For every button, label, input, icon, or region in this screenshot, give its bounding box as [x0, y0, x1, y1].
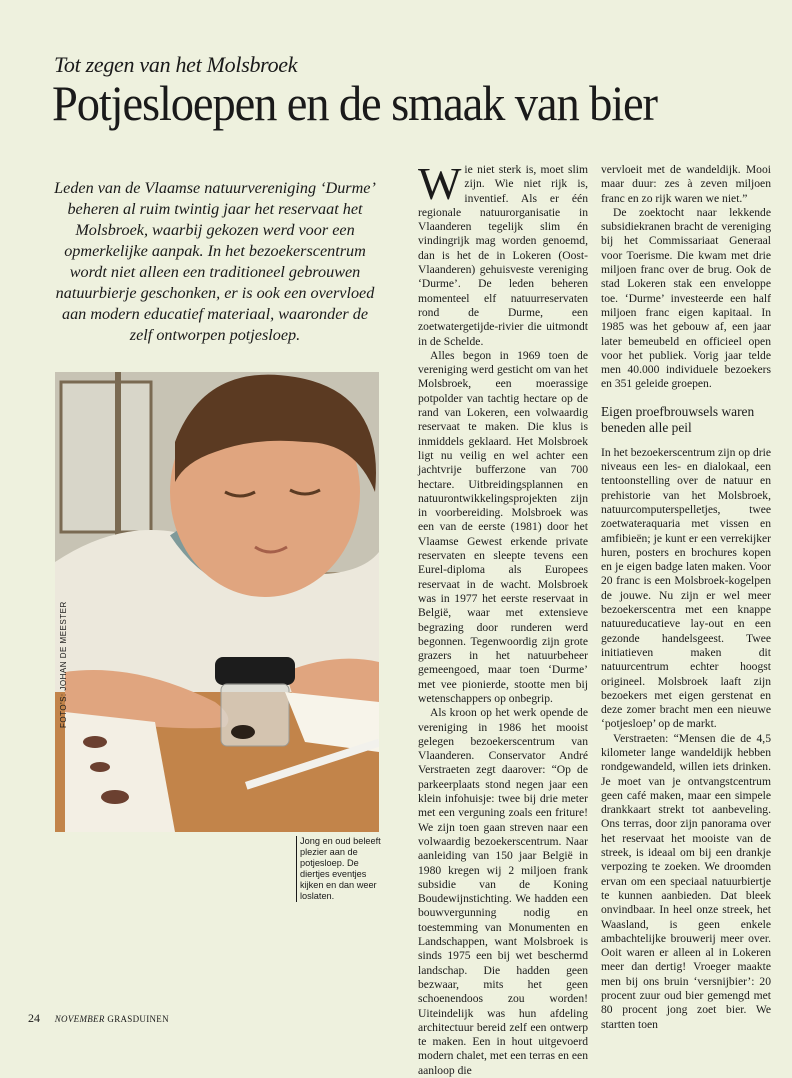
photo-caption: Jong en oud beleeft plezier aan de potjesloep. De diertjes eventjes kijken en dan weer loslaten. [296, 836, 386, 902]
headline: Potjesloepen en de smaak van bier [52, 75, 657, 131]
magazine-month: NOVEMBER [54, 1014, 105, 1024]
article-column-1 [418, 158, 588, 1078]
article-subhead: Eigen proefbrouwsels waren beneden alle peil [601, 403, 755, 435]
article-paragraph [418, 158, 588, 349]
lead-paragraph: Leden van de Vlaamse natuurvereniging ‘Durme’ beheren al ruim twintig jaar het reservaat het Molsbroek, waarbij gekozen werd voor een opmerkelijke aanpak. In het bezoekerscentrum wordt niet alleen een traditioneel gebrouwen natuurbierje geschonken, er is ook een overvloed aan modern educatief materiaal, waaronder de zelf ontworpen potjesloep. [54, 179, 376, 344]
kicker: Tot zegen van het Molsbroek [54, 52, 298, 77]
article-column-2 [601, 163, 771, 1032]
article-paragraph: Als kroon op het werk opende de vereniging in 1986 het mooist gelegen bezoekerscentrum van Vlaanderen. Conservator André Verstraeten zegt daarover: “Op de parkeerplaats stond negen jaar een klein infohuisje: twee bij drie meter met een verguning zoals een friture! We zijn toen gaan streven naar een volwaardig bezoekerscentrum. Naar aanleiding van 150 jaar België in 1980 kregen wij 2 miljoen frank subsidie van de Koning Boudewijnstichting. We hadden een bouwvergunning nodig en toestemming van Monumenten en Landschappen, want Molsbroek is sinds 1975 een bij wet beschermd landschap. Die hadden geen bezwaar, mits het geen schoenendoos zou worden! Uiteindelijk was hun afdeling architectuur bereid zelf een ontwerp te maken. Een in hout uitgevoerd modern chalet, met een terras en een aanloop die [418, 706, 588, 1077]
article-paragraph: De zoektocht naar lekkende subsidiekranen bracht de vereniging bij het Commissariaat Generaal voor Toerisme. Die kwam met drie miljoen franc over de brug. Ook de stad Lokeren stak een enveloppe toe. ‘Durme’ investeerde een half miljoen franc eigen kapitaal. In 1985 was het gebouw af, een jaar later bemeubeld en officieel open voor het publiek. Vorig jaar telde men 40.000 individuele bezoekers en 351 geleide groepen. [601, 205, 771, 391]
dropcap: W [418, 158, 462, 209]
article-text: ie niet sterk is, moet slim zijn. Wie niet rijk is, inventief. Als er één regionale natuurorganisatie in Vlaanderen tegelijk slim én vindingrijk mag worden genoemd, dan is het de in Lokeren (Oost-Vlaanderen) gehuisveste vereniging ‘Durme’. De leden beheren momenteel elf natuurreservaten rond de Durme, een zoetwatergetijde-rivier die uitmondt in de Schelde. [418, 163, 588, 348]
magazine-name: GRASDUINEN [107, 1014, 169, 1024]
article-paragraph: In het bezoekerscentrum zijn op drie niveaus een les- en dialokaal, een tentoonstelling over de natuur en prehistorie van het Molsbroek, natuurcomputerspelletjes, twee zoetwateraquaria met vissen en amfibieën; je kunt er een verrekijker huren, posters en brochures kopen en je eigen badge laten maken. Voor 20 franc is een Molsbroek-kogelpen de jouwe. Nu zijn er wel meer bezoekerscentra met een knappe natuureducatieve lay-out en een gezonde handelsgeest. Twee initiatieven maken dit natuurcentrum echter hoogst origineel. Molsbroek laaft zijn bezoekers met eigen gerstenat en deze zomer bracht men een nieuwe ‘potjesloep’ op de markt. [601, 445, 771, 731]
photo-credit: FOTO'S: JOHAN DE MEESTER [59, 601, 68, 728]
photo-illustration [55, 372, 379, 832]
article-paragraph: Verstraeten: “Mensen die de 4,5 kilometer lange wandeldijk hebben rondgewandeld, willen iets drinken. Je moet van je ontvangstcentrum geen café maken, maar een simpele drankkaart strekt tot aanbeveling. Ons terras, door zijn panorama over het reservaat het mooiste van de streek, is ideaal om bij een drankje verpozing te zoeken. We droomden ervan om een speciaal natuurbiertje te kunnen aanbieden. Dat bleek onvindbaar. In heel onze streek, het Waasland, is geen enkele ambachtelijke brouwerij meer over. Ooit waren er alleen al in Lokeren meer dan dertig! Vroeger maakte men bij ons bruin ‘versnijbier’: 20 procent zuur oud bier gemengd met 80 procent jong zoet bier. We startten toen [601, 731, 771, 1031]
article-paragraph: Alles begon in 1969 toen de vereniging werd gesticht om van het Molsbroek, een moerassige potpolder van tachtig hectare op de rand van Lokeren, een volwaardig reservaat te maken. Die klus is inmiddels geklaard. Het Molsbroek ligt nu veilig en wel achter een jachtvrije bufferzone van 700 hectare. Uitbreidingsplannen en natuurontwikkelingsprojekten zijn in voorbereiding. Molsbroek was een van de eerste (1981) door het Vlaamse Gewest erkende private reservaten en sleepte tevens een Eurel-diploma als Europees reservaat in de wacht. Molsbroek was in 1977 het eerste reservaat in België, waar met extensieve begrazing door runderen werd begonnen. Tegenwoordig zijn grote grazers in het natuurbeheer gemeengoed, maar toen ‘Durme’ met vee pionierde, stootte men bij wetenschappers op onbegrip. [418, 348, 588, 705]
article-paragraph: vervloeit met de wandeldijk. Mooi maar duur: zes à zeven miljoen franc en zo rijk waren we niet.” [601, 163, 771, 205]
page-number: 24 [28, 1011, 40, 1025]
page-footer [28, 1011, 169, 1026]
photo-boy-with-potjesloep [55, 372, 379, 832]
